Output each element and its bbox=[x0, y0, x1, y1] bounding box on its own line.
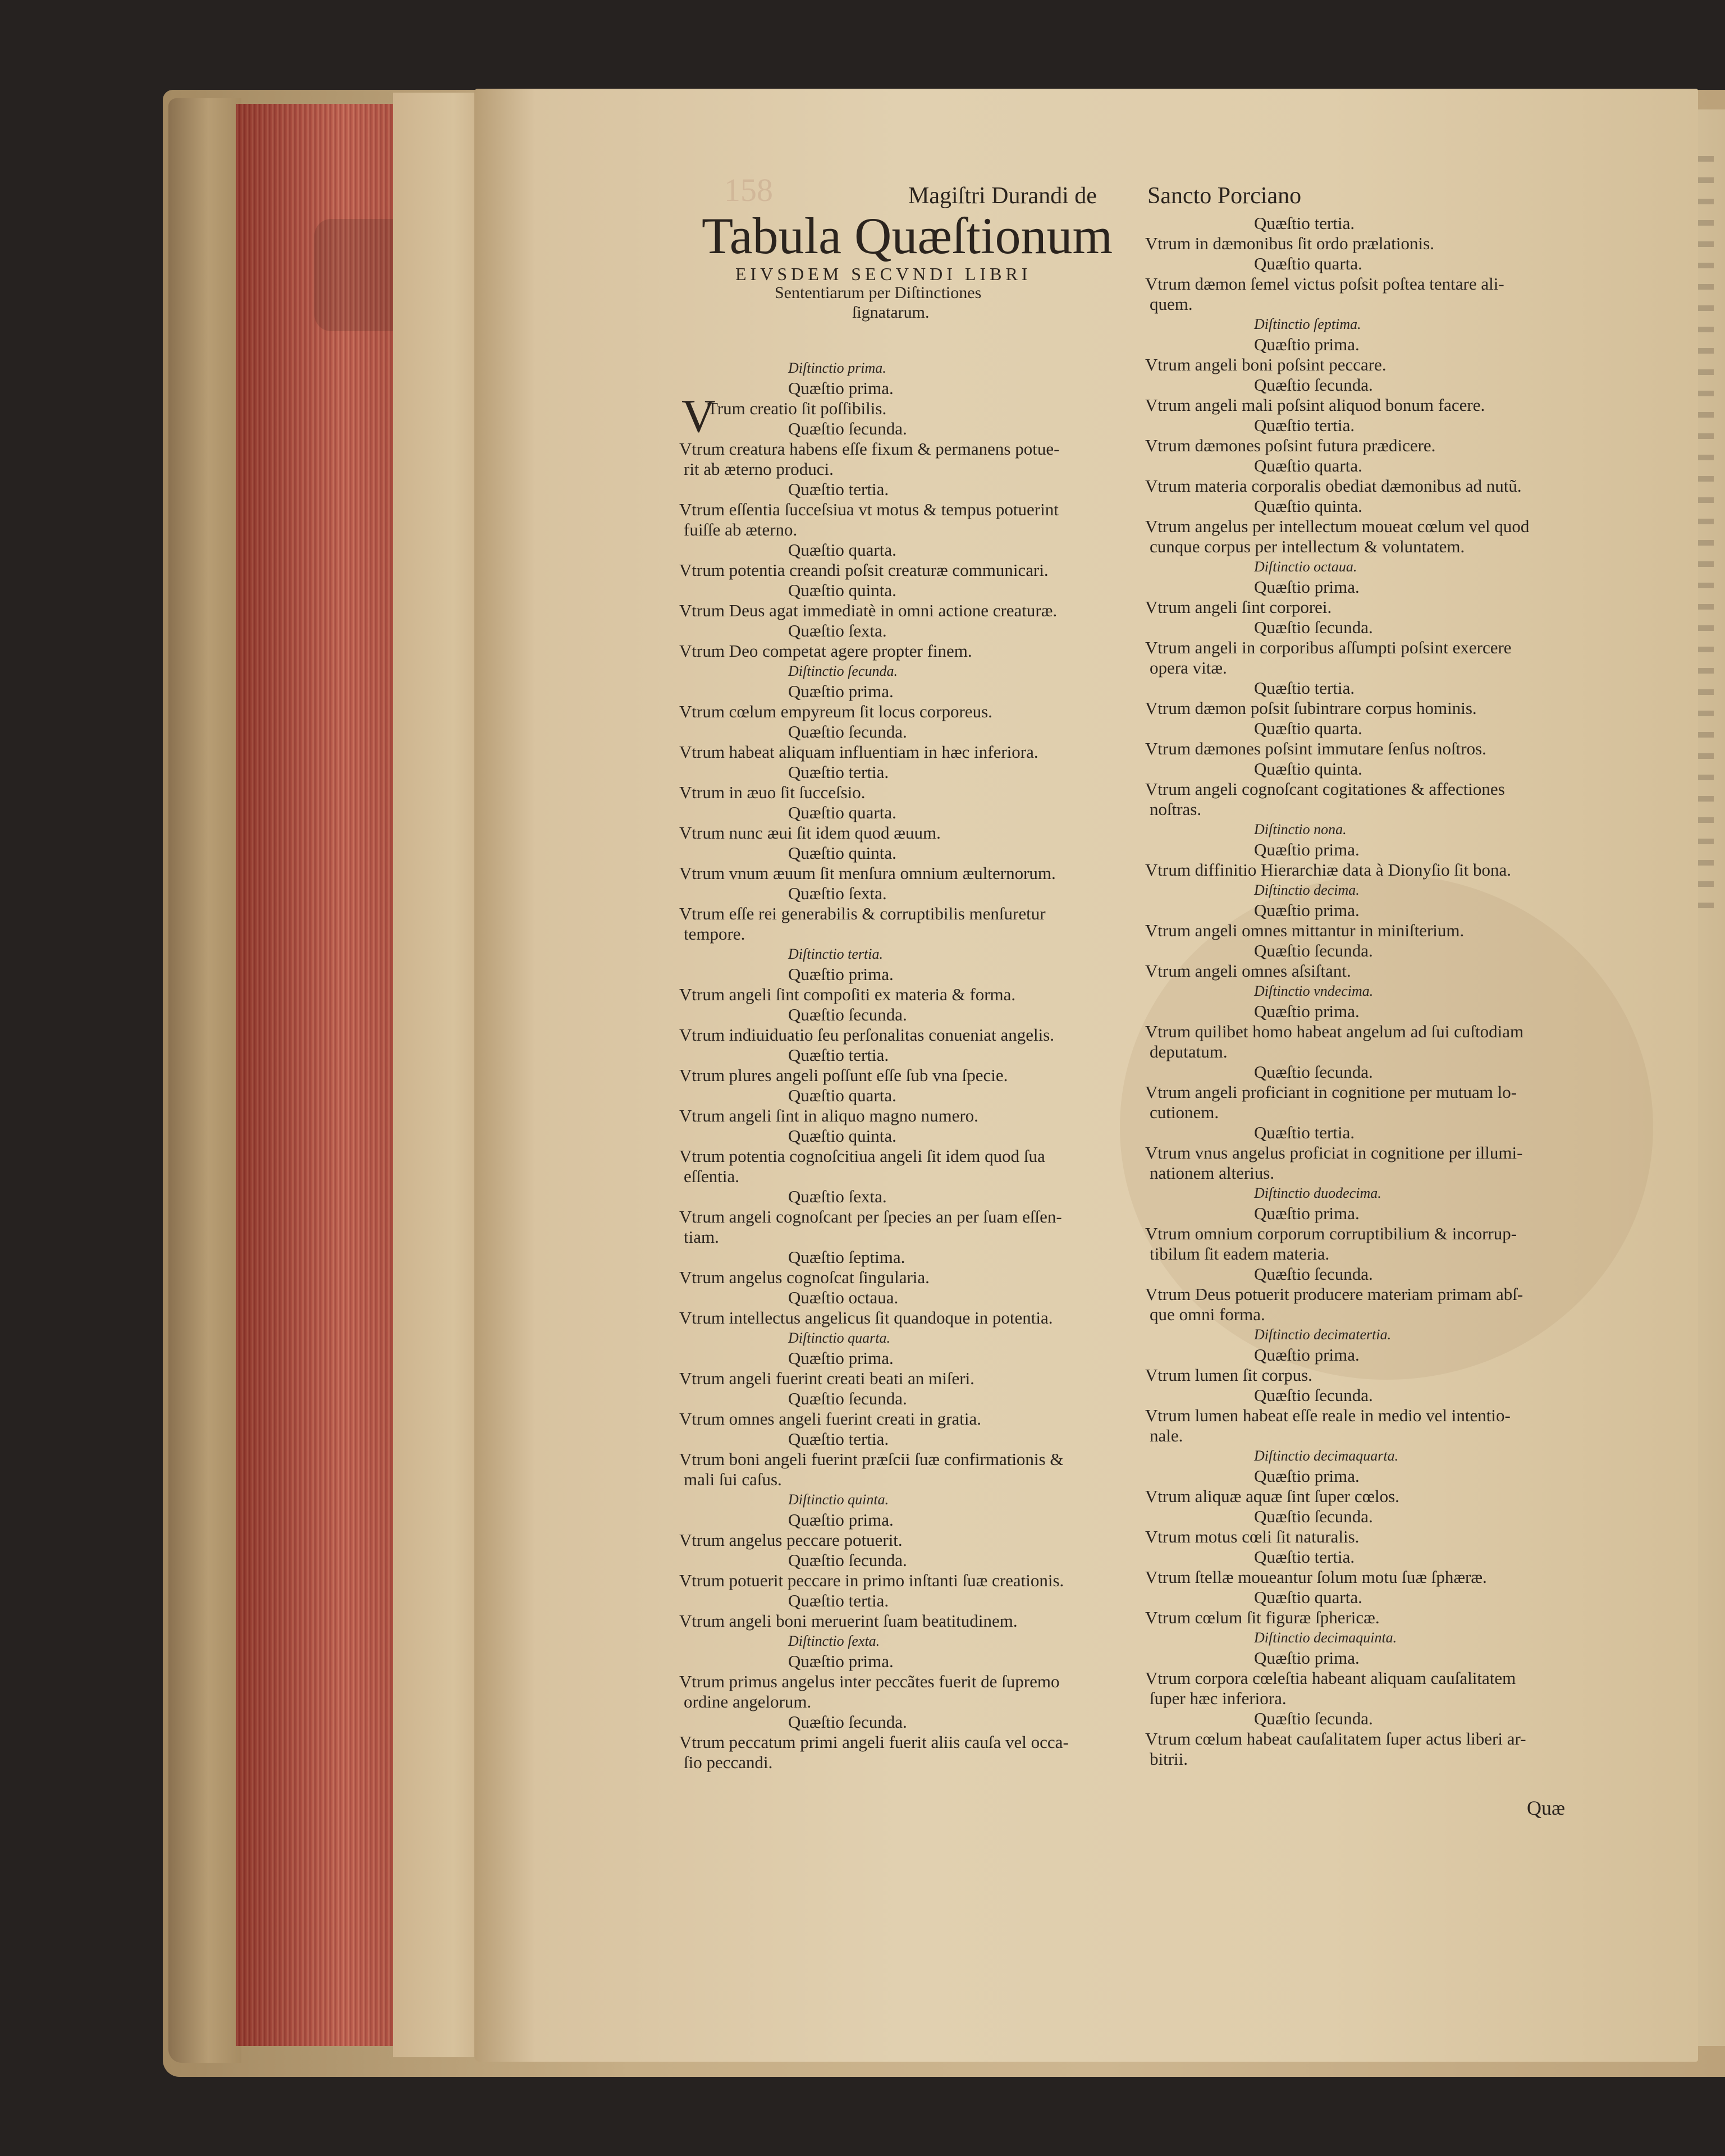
quaestio-heading: Quæſtio ſecunda. bbox=[1254, 375, 1373, 395]
question-entry: Vtrum cœlum empyreum ſit locus corporeus. bbox=[679, 702, 992, 721]
quaestio-heading: Quæſtio quarta. bbox=[788, 540, 896, 560]
quaestio-heading: Quæſtio tertia. bbox=[1254, 213, 1355, 233]
question-entry: Vtrum angeli ſint compoſiti ex materia & forma. bbox=[679, 985, 1016, 1004]
distinctio-heading: Diſtinctio ſexta. bbox=[788, 1633, 880, 1649]
question-entry: Vtrum angeli mali poſsint aliquod bonum facere. bbox=[1145, 395, 1485, 415]
question-entry-line: Vtrum eſſentia ſucceſsiua vt motus & tempus potuerint bbox=[679, 500, 1059, 519]
question-entry-line: Vtrum angeli proficiant in cognitione per mutuam lo- bbox=[1145, 1082, 1517, 1102]
quaestio-heading: Quæſtio tertia. bbox=[788, 1045, 889, 1065]
question-entry bbox=[679, 439, 1128, 479]
question-entry bbox=[1145, 1729, 1605, 1769]
question-entry-line: Vtrum angelus per intellectum moueat cœlum vel quod bbox=[1145, 516, 1530, 536]
question-entry-line: Vtrum corpora cœleſtia habeant aliquam cauſalitatem bbox=[1145, 1668, 1516, 1688]
quaestio-heading: Quæſtio quinta. bbox=[788, 580, 896, 600]
question-entry-line: Vtrum dæmon ſemel victus poſsit poſtea tentare ali- bbox=[1145, 274, 1504, 294]
quaestio-heading: Quæſtio ſeptima. bbox=[788, 1247, 905, 1267]
question-entry bbox=[1145, 1284, 1605, 1325]
quaestio-heading: Quæſtio tertia. bbox=[788, 1429, 889, 1449]
quaestio-heading: Quæſtio prima. bbox=[1254, 1648, 1360, 1668]
question-entry-continuation: cutionem. bbox=[1150, 1102, 1219, 1122]
question-entry-line: Vtrum Deus potuerit producere materiam primam abſ- bbox=[1145, 1284, 1523, 1304]
question-entry: Vtrum plures angeli poſſunt eſſe ſub vna ſpecie. bbox=[679, 1065, 1008, 1085]
quaestio-heading: Quæſtio prima. bbox=[1254, 1466, 1360, 1486]
quaestio-heading: Quæſtio prima. bbox=[1254, 1345, 1360, 1365]
quaestio-heading: Quæſtio octaua. bbox=[788, 1288, 899, 1307]
question-entry: Vtrum ſtellæ moueantur ſolum motu ſuæ ſphæræ. bbox=[1145, 1567, 1487, 1587]
question-entry: Vtrum angelus cognoſcat ſingularia. bbox=[679, 1267, 930, 1287]
question-entry-line: Vtrum angeli cognoſcant cogitationes & affectiones bbox=[1145, 779, 1505, 799]
question-entry bbox=[1145, 1224, 1605, 1264]
question-entry bbox=[1145, 1406, 1605, 1446]
quaestio-heading: Quæſtio ſecunda. bbox=[788, 1005, 907, 1024]
distinctio-heading: Diſtinctio prima. bbox=[788, 360, 886, 376]
question-entry: Vtrum potuerit peccare in primo inſtanti ſuæ creationis. bbox=[679, 1571, 1064, 1590]
question-entry-continuation: rit ab æterno produci. bbox=[684, 459, 834, 479]
quaestio-heading: Quæſtio quarta. bbox=[1254, 254, 1362, 273]
question-entry-line: Vtrum angeli cognoſcant per ſpecies an per ſuam eſſen- bbox=[679, 1207, 1062, 1226]
question-entry-line: Vtrum lumen habeat eſſe reale in medio vel intentio- bbox=[1145, 1406, 1511, 1425]
quaestio-heading: Quæſtio tertia. bbox=[788, 479, 889, 499]
running-head-left: Magiſtri Durandi de bbox=[908, 183, 1097, 209]
quaestio-heading: Quæſtio prima. bbox=[1254, 1001, 1360, 1021]
question-entry-continuation: mali ſui caſus. bbox=[684, 1470, 782, 1489]
page-title: Tabula Quæſtionum bbox=[702, 207, 1113, 264]
question-entry-continuation: nationem alterius. bbox=[1150, 1163, 1275, 1183]
question-entry: Trum creatio ſit poſſibilis. bbox=[707, 399, 887, 418]
question-entry-continuation: tibilum ſit eadem materia. bbox=[1150, 1244, 1330, 1264]
quaestio-heading: Quæſtio ſecunda. bbox=[1254, 941, 1373, 960]
quaestio-heading: Quæſtio quinta. bbox=[1254, 759, 1362, 779]
quaestio-heading: Quæſtio prima. bbox=[788, 1510, 894, 1530]
question-entry bbox=[1145, 1143, 1605, 1183]
right-column bbox=[1145, 213, 1605, 1769]
quaestio-heading: Quæſtio quinta. bbox=[1254, 496, 1362, 516]
question-entry: Vtrum Deo competat agere propter finem. bbox=[679, 641, 972, 661]
question-entry-line: Vtrum omnium corporum corruptibilium & incorrup- bbox=[1145, 1224, 1517, 1243]
question-entry-line: Vtrum cœlum habeat cauſalitatem ſuper actus liberi ar- bbox=[1145, 1729, 1526, 1748]
quaestio-heading: Quæſtio tertia. bbox=[788, 1591, 889, 1610]
question-entry bbox=[679, 500, 1128, 540]
quaestio-heading: Quæſtio ſecunda. bbox=[1254, 617, 1373, 637]
quaestio-heading: Quæſtio quarta. bbox=[788, 803, 896, 822]
question-entry bbox=[1145, 779, 1605, 820]
question-entry: Vtrum intellectus angelicus ſit quandoque in potentia. bbox=[679, 1308, 1053, 1328]
question-entry bbox=[679, 1672, 1128, 1712]
question-entry: Vtrum habeat aliquam influentiam in hæc inferiora. bbox=[679, 742, 1038, 762]
distinctio-heading: Diſtinctio ſecunda. bbox=[788, 663, 898, 679]
quaestio-heading: Quæſtio prima. bbox=[788, 964, 894, 984]
subtitle: EIVSDEM SECVNDI LIBRI bbox=[735, 264, 1032, 284]
question-entry-continuation: quem. bbox=[1150, 294, 1193, 314]
question-entry bbox=[679, 1449, 1128, 1490]
question-entry-continuation: opera vitæ. bbox=[1150, 658, 1227, 678]
question-entry: Vtrum lumen ſit corpus. bbox=[1145, 1365, 1312, 1385]
quaestio-heading: Quæſtio ſecunda. bbox=[1254, 1385, 1373, 1405]
quaestio-heading: Quæſtio ſecunda. bbox=[788, 419, 907, 438]
distinctio-heading: Diſtinctio vndecima. bbox=[1254, 983, 1374, 999]
question-entry-continuation: noſtras. bbox=[1150, 799, 1202, 819]
question-entry: Vtrum indiuiduatio ſeu perſonalitas conueniat angelis. bbox=[679, 1025, 1055, 1045]
question-entry: Vtrum dæmones poſsint futura prædicere. bbox=[1145, 436, 1436, 455]
distinctio-heading: Diſtinctio ſeptima. bbox=[1254, 316, 1361, 332]
quaestio-heading: Quæſtio ſexta. bbox=[788, 1187, 887, 1206]
question-entry-line: Vtrum eſſe rei generabilis & corruptibilis menſuretur bbox=[679, 904, 1046, 923]
question-entry: Vtrum cœlum ſit figuræ ſphericæ. bbox=[1145, 1608, 1380, 1627]
question-entry-line: Vtrum creatura habens eſſe fixum & permanens potue- bbox=[679, 439, 1060, 459]
quaestio-heading: Quæſtio prima. bbox=[1254, 577, 1360, 597]
quaestio-heading: Quæſtio ſexta. bbox=[788, 884, 887, 903]
question-entry-line: Vtrum peccatum primi angeli fuerit aliis cauſa vel occa- bbox=[679, 1732, 1069, 1752]
quaestio-heading: Quæſtio prima. bbox=[788, 378, 894, 398]
catchword: Quæ bbox=[1527, 1797, 1566, 1819]
drop-cap: V bbox=[681, 390, 716, 442]
distinctio-heading: Diſtinctio decima. bbox=[1254, 882, 1360, 898]
quaestio-heading: Quæſtio prima. bbox=[788, 1651, 894, 1671]
distinctio-heading: Diſtinctio duodecima. bbox=[1254, 1185, 1381, 1201]
quaestio-heading: Quæſtio prima. bbox=[1254, 1203, 1360, 1223]
folio-number-ghost: 158 bbox=[724, 172, 773, 208]
quaestio-heading: Quæſtio prima. bbox=[1254, 335, 1360, 354]
quaestio-heading: Quæſtio tertia. bbox=[1254, 1123, 1355, 1142]
question-entry: Vtrum in æuo ſit ſucceſsio. bbox=[679, 782, 866, 802]
question-entry-line: Vtrum boni angeli fuerint præſcii ſuæ confirmationis & bbox=[679, 1449, 1064, 1469]
question-entry: Vtrum omnes angeli fuerint creati in gratia. bbox=[679, 1409, 982, 1429]
running-head-right: Sancto Porciano bbox=[1147, 183, 1302, 209]
question-entry bbox=[1145, 1668, 1605, 1709]
question-entry: Vtrum angeli fuerint creati beati an miſeri. bbox=[679, 1368, 974, 1388]
question-entry bbox=[679, 1207, 1128, 1247]
quaestio-heading: Quæſtio prima. bbox=[788, 1348, 894, 1368]
question-entry: Vtrum angeli omnes mittantur in miniſterium. bbox=[1145, 921, 1465, 940]
question-entry: Vtrum angeli boni poſsint peccare. bbox=[1145, 355, 1387, 374]
question-entry: Vtrum angeli omnes aſsiſtant. bbox=[1145, 961, 1351, 981]
question-entry bbox=[1145, 1082, 1605, 1123]
question-entry-continuation: tempore. bbox=[684, 924, 745, 944]
question-entry: Vtrum motus cœli ſit naturalis. bbox=[1145, 1527, 1360, 1546]
question-entry: Vtrum dæmon poſsit ſubintrare corpus hominis. bbox=[1145, 698, 1477, 718]
quaestio-heading: Quæſtio quarta. bbox=[1254, 718, 1362, 738]
quaestio-heading: Quæſtio quarta. bbox=[1254, 1587, 1362, 1607]
left-column bbox=[679, 358, 1128, 1773]
question-entry-continuation: que omni forma. bbox=[1150, 1304, 1265, 1324]
question-entry-line: Vtrum potentia cognoſcitiua angeli ſit idem quod ſua bbox=[679, 1146, 1045, 1166]
quaestio-heading: Quæſtio ſecunda. bbox=[788, 1550, 907, 1570]
question-entry-continuation: ſuper hæc inferiora. bbox=[1150, 1688, 1287, 1708]
quaestio-heading: Quæſtio tertia. bbox=[1254, 1547, 1355, 1567]
question-entry: Vtrum dæmones poſsint immutare ſenſus noſtros. bbox=[1145, 739, 1486, 758]
quaestio-heading: Quæſtio tertia. bbox=[788, 762, 889, 782]
question-entry-line: Vtrum vnus angelus proficiat in cognitione per illumi- bbox=[1145, 1143, 1523, 1162]
distinctio-heading: Diſtinctio decimaquinta. bbox=[1254, 1629, 1397, 1646]
quaestio-heading: Quæſtio ſecunda. bbox=[1254, 1507, 1373, 1526]
cover-edge bbox=[168, 98, 241, 2063]
question-entry bbox=[679, 1732, 1128, 1773]
quaestio-heading: Quæſtio quinta. bbox=[788, 843, 896, 863]
quaestio-heading: Quæſtio tertia. bbox=[1254, 678, 1355, 698]
question-entry-line: Vtrum quilibet homo habeat angelum ad ſui cuſtodiam bbox=[1145, 1022, 1524, 1041]
question-entry bbox=[679, 904, 1128, 944]
question-entry-continuation: bitrii. bbox=[1150, 1749, 1188, 1769]
question-entry: Vtrum potentia creandi poſsit creaturæ communicari. bbox=[679, 560, 1049, 580]
quaestio-heading: Quæſtio ſecunda. bbox=[1254, 1709, 1373, 1728]
question-entry: Vtrum angeli ſint corporei. bbox=[1145, 597, 1332, 617]
question-entry-continuation: tiam. bbox=[684, 1227, 719, 1247]
question-entry-continuation: fuiſſe ab æterno. bbox=[684, 520, 798, 539]
question-entry-continuation: deputatum. bbox=[1150, 1042, 1228, 1061]
question-entry-continuation: eſſentia. bbox=[684, 1166, 739, 1186]
distinctio-heading: Diſtinctio nona. bbox=[1254, 821, 1347, 837]
quaestio-heading: Quæſtio quarta. bbox=[1254, 456, 1362, 475]
quaestio-heading: Quæſtio prima. bbox=[788, 681, 894, 701]
question-entry-line: Vtrum primus angelus inter peccãtes fuerit de ſupremo bbox=[679, 1672, 1060, 1691]
distinctio-heading: Diſtinctio quinta. bbox=[788, 1491, 889, 1508]
quaestio-heading: Quæſtio ſecunda. bbox=[788, 1389, 907, 1408]
question-entry: Vtrum Deus agat immediatè in omni actione creaturæ. bbox=[679, 601, 1058, 620]
distinctio-heading: Diſtinctio decimatertia. bbox=[1254, 1326, 1392, 1343]
question-entry: Vtrum angelus peccare potuerit. bbox=[679, 1530, 903, 1550]
question-entry-continuation: cunque corpus per intellectum & voluntatem. bbox=[1150, 537, 1465, 556]
subtitle-line-2: Sententiarum per Diſtinctiones bbox=[775, 283, 982, 302]
question-entry: Vtrum vnum æuum ſit menſura omnium æulternorum. bbox=[679, 863, 1056, 883]
question-entry-continuation: ſio peccandi. bbox=[684, 1752, 773, 1772]
question-entry bbox=[1145, 516, 1605, 557]
quaestio-heading: Quæſtio ſecunda. bbox=[788, 1712, 907, 1732]
quaestio-heading: Quæſtio ſecunda. bbox=[1254, 1062, 1373, 1082]
quaestio-heading: Quæſtio prima. bbox=[1254, 900, 1360, 920]
question-entry-line: Vtrum angeli in corporibus aſſumpti poſsint exercere bbox=[1145, 638, 1512, 657]
question-entry: Vtrum in dæmonibus ſit ordo prælationis. bbox=[1145, 234, 1434, 253]
distinctio-heading: Diſtinctio tertia. bbox=[788, 946, 883, 962]
question-entry bbox=[1145, 1022, 1605, 1062]
question-entry: Vtrum angeli ſint in aliquo magno numero. bbox=[679, 1106, 978, 1125]
question-entry bbox=[1145, 638, 1605, 678]
quaestio-heading: Quæſtio prima. bbox=[1254, 840, 1360, 859]
question-entry: Vtrum diffinitio Hierarchiæ data à Dionyſio ſit bona. bbox=[1145, 860, 1512, 880]
question-entry-continuation: nale. bbox=[1150, 1426, 1183, 1445]
quaestio-heading: Quæſtio ſecunda. bbox=[788, 722, 907, 741]
distinctio-heading: Diſtinctio octaua. bbox=[1254, 559, 1357, 575]
subtitle-line-3: ſignatarum. bbox=[852, 303, 930, 322]
question-entry bbox=[1145, 274, 1605, 314]
question-entry: Vtrum materia corporalis obediat dæmonibus ad nutũ. bbox=[1145, 476, 1522, 496]
distinctio-heading: Diſtinctio decimaquarta. bbox=[1254, 1448, 1399, 1464]
question-entry bbox=[679, 1146, 1128, 1187]
quaestio-heading: Quæſtio ſecunda. bbox=[1254, 1264, 1373, 1284]
question-entry-continuation: ordine angelorum. bbox=[684, 1692, 812, 1711]
quaestio-heading: Quæſtio quinta. bbox=[788, 1126, 896, 1146]
quaestio-heading: Quæſtio quarta. bbox=[788, 1086, 896, 1105]
question-entry: Vtrum aliquæ aquæ ſint ſuper cœlos. bbox=[1145, 1486, 1399, 1506]
quaestio-heading: Quæſtio tertia. bbox=[1254, 415, 1355, 435]
distinctio-heading: Diſtinctio quarta. bbox=[788, 1330, 890, 1346]
question-entry: Vtrum nunc æui ſit idem quod æuum. bbox=[679, 823, 941, 843]
question-entry: Vtrum angeli boni meruerint ſuam beatitudinem. bbox=[679, 1611, 1018, 1631]
quaestio-heading: Quæſtio ſexta. bbox=[788, 621, 887, 640]
